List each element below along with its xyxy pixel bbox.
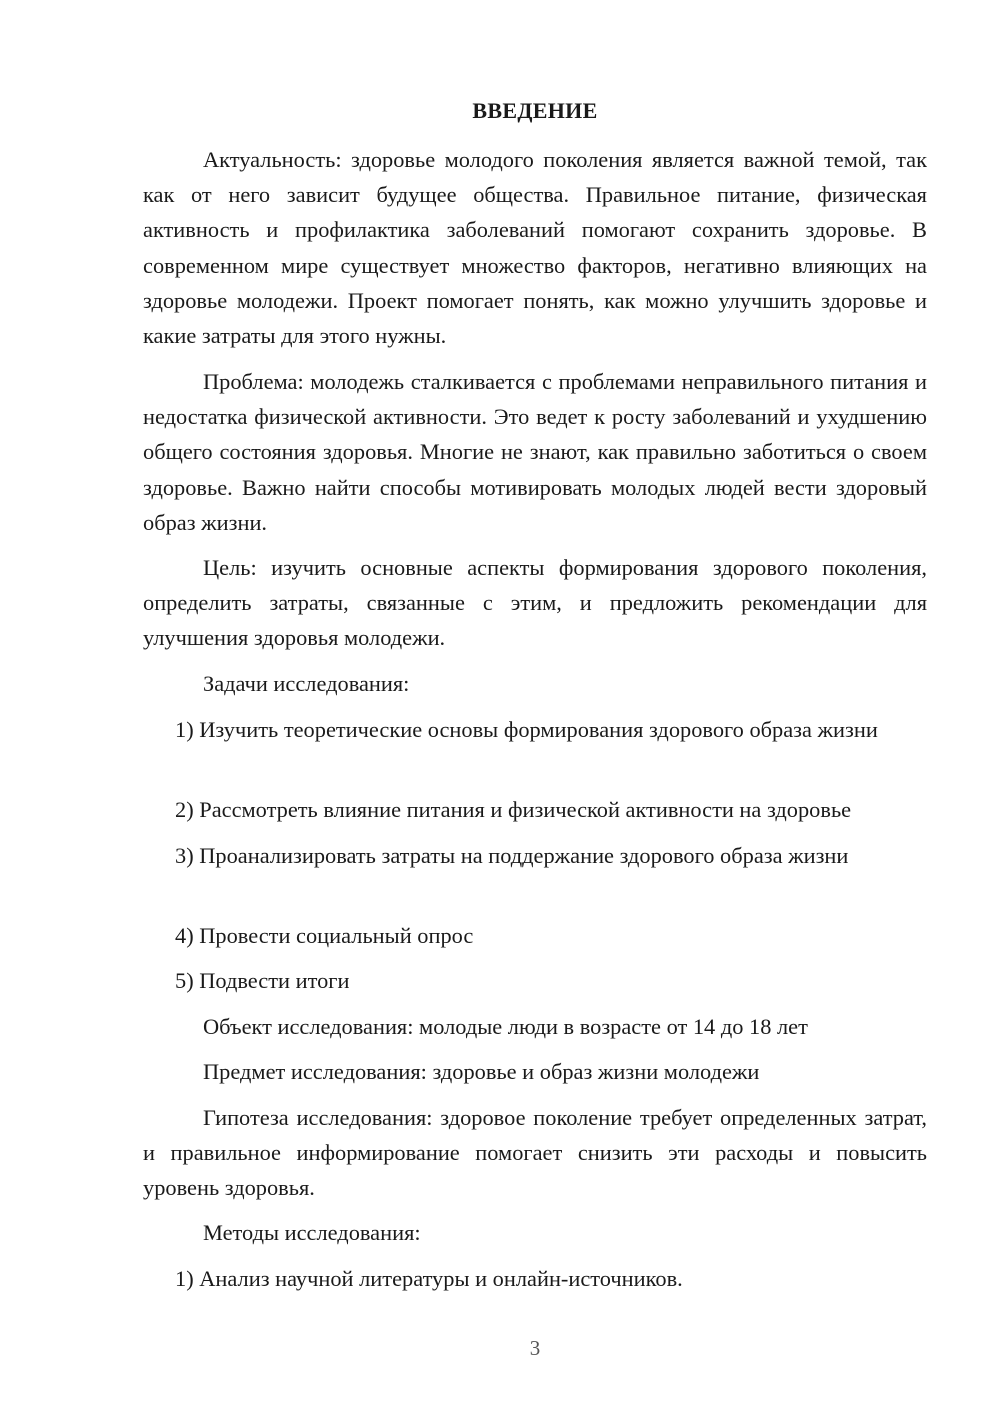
paragraph-hypothesis: Гипотеза исследования: здоровое поколение требует определенных затрат, и правильное информирование помогает снизить эти расходы и повысить уровень здоровья.: [143, 1105, 927, 1201]
page-number: 3: [529, 1336, 541, 1360]
paragraph-tasks-heading: Задачи исследования:: [203, 671, 410, 696]
paragraph-problem: Проблема: молодежь сталкивается с проблемами неправильного питания и недостатка физической активности. Это ведет к росту заболеваний и ухудшению общего состояния здоровья. Многие не знают, как правильно заботиться о своем здоровье. Важно найти способы мотивировать молодых людей вести здоровый образ жизни.: [143, 369, 927, 535]
paragraph-object: Объект исследования: молодые люди в возрасте от 14 до 18 лет: [203, 1014, 808, 1039]
list-item-task-2: 2) Рассмотреть влияние питания и физической активности на здоровье: [175, 797, 852, 822]
page-title: ВВЕДЕНИЕ: [472, 98, 598, 123]
paragraph-subject: Предмет исследования: здоровье и образ жизни молодежи: [203, 1059, 760, 1084]
list-item-task-5: 5) Подвести итоги: [175, 968, 350, 993]
list-item-task-1: 1) Изучить теоретические основы формирования здорового образа жизни: [175, 717, 878, 742]
document-page: [143, 0, 927, 1414]
list-item-task-4: 4) Провести социальный опрос: [175, 923, 474, 948]
paragraph-relevance: Актуальность: здоровье молодого поколения является важной темой, так как от него зависит будущее общества. Правильное питание, физическая активность и профилактика заболеваний помогают сохранить здоровье. В современном мире существует множество факторов, негативно влияющих на здоровье молодежи. Проект помогает понять, как можно улучшить здоровье и какие затраты для этого нужны.: [143, 147, 927, 349]
list-item-task-3: 3) Проанализировать затраты на поддержание здорового образа жизни: [175, 843, 849, 868]
paragraph-goal: Цель: изучить основные аспекты формирования здорового поколения, определить затраты, связанные с этим, и предложить рекомендации для улучшения здоровья молодежи.: [143, 555, 927, 651]
paragraph-methods-heading: Методы исследования:: [203, 1220, 421, 1245]
list-item-method-1: 1) Анализ научной литературы и онлайн-источников.: [175, 1266, 683, 1291]
